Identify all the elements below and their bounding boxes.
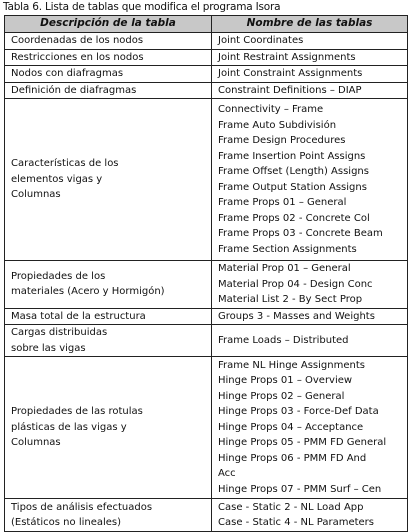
table-names-cell bbox=[212, 357, 408, 499]
description-cell bbox=[5, 499, 212, 532]
table-names-cell bbox=[212, 82, 408, 99]
table-name-line: Hinge Props 01 – Overview bbox=[218, 375, 353, 387]
description-cell bbox=[5, 308, 212, 325]
description-cell bbox=[5, 261, 212, 309]
description-line: Columnas bbox=[11, 189, 61, 201]
table-names-cell bbox=[212, 499, 408, 532]
table-names-cell bbox=[212, 308, 408, 325]
description-line: (Estáticos no lineales) bbox=[11, 517, 122, 528]
description-line: Coordenadas de los nodos bbox=[11, 35, 144, 46]
description-line: sobre las vigas bbox=[11, 342, 86, 354]
table-name-line: Case - Static 2 - NL Load App bbox=[218, 501, 364, 513]
table-caption: Tabla 6. Lista de tablas que modifica el programa Isora bbox=[3, 1, 281, 13]
table-name-line: Frame Props 01 – General bbox=[218, 197, 347, 208]
description-cell bbox=[5, 99, 212, 261]
description-line: elementos vigas y bbox=[11, 173, 103, 185]
table-name-line: Frame NL Hinge Assignments bbox=[218, 359, 365, 371]
table-row bbox=[5, 66, 408, 83]
description-cell bbox=[5, 66, 212, 83]
table-name-line: Frame Props 03 - Concrete Beam bbox=[218, 228, 383, 239]
table-name-line: Case - Static 4 - NL Parameters bbox=[218, 517, 375, 528]
table-name-line: Frame Props 02 - Concrete Col bbox=[218, 212, 370, 224]
description-line: Tipos de análisis efectuados bbox=[11, 501, 153, 513]
table-row bbox=[5, 357, 408, 499]
table-row bbox=[5, 308, 408, 325]
table-names-cell bbox=[212, 33, 408, 50]
table-name-line: Hinge Props 05 - PMM FD General bbox=[218, 437, 387, 449]
description-cell bbox=[5, 357, 212, 499]
description-cell bbox=[5, 49, 212, 66]
table-name-line: Material Prop 01 – General bbox=[218, 263, 351, 274]
table-name-line: Hinge Props 04 – Acceptance bbox=[218, 421, 364, 433]
description-line: plásticas de las vigas y bbox=[11, 421, 127, 433]
table-name-line: Joint Coordinates bbox=[218, 35, 304, 46]
table-row bbox=[5, 261, 408, 309]
description-line: Características de los bbox=[11, 158, 119, 170]
description-line: Propiedades de los bbox=[11, 270, 106, 282]
table-name-line: Material List 2 - By Sect Prop bbox=[218, 294, 363, 305]
table-row bbox=[5, 33, 408, 50]
header-table-names: Nombre de las tablas bbox=[212, 16, 408, 33]
table-row bbox=[5, 49, 408, 66]
description-cell bbox=[5, 33, 212, 50]
table-row bbox=[5, 325, 408, 357]
table-names-cell bbox=[212, 325, 408, 357]
table-name-line: Joint Restraint Assignments bbox=[218, 51, 356, 63]
description-line: Restricciones en los nodos bbox=[11, 51, 144, 63]
description-line: Nodos con diafragmas bbox=[11, 68, 124, 79]
table-name-line: Frame Offset (Length) Assigns bbox=[218, 166, 369, 177]
table-name-line: Joint Constraint Assignments bbox=[218, 68, 363, 79]
table-name-line: Material Prop 04 - Design Conc bbox=[218, 278, 373, 290]
description-line: Columnas bbox=[11, 437, 61, 449]
table-name-line: Hinge Props 02 – General bbox=[218, 390, 345, 402]
description-line: Cargas distribuidas bbox=[11, 327, 108, 338]
table-name-line: Frame Auto Subdivisión bbox=[218, 119, 337, 131]
table-name-line: Frame Insertion Point Assigns bbox=[218, 150, 366, 162]
table-name-line: Hinge Props 06 - PMM FD And bbox=[218, 452, 367, 464]
description-line: Definición de diafragmas bbox=[11, 84, 137, 96]
description-cell bbox=[5, 82, 212, 99]
table-names-cell bbox=[212, 49, 408, 66]
table-body bbox=[5, 33, 408, 532]
table-row bbox=[5, 499, 408, 532]
table-name-line: Acc bbox=[218, 468, 236, 480]
table-name-line: Frame Section Assignments bbox=[218, 243, 357, 255]
table-name-line: Frame Output Station Assigns bbox=[218, 181, 367, 193]
header-description: Descripción de la tabla bbox=[5, 16, 212, 33]
table-name-line: Connectivity – Frame bbox=[218, 104, 324, 115]
header-row bbox=[5, 16, 408, 33]
table-names-cell bbox=[212, 261, 408, 309]
table-names-cell bbox=[212, 99, 408, 261]
description-line: Propiedades de las rotulas bbox=[11, 406, 143, 418]
table-name-line: Frame Design Procedures bbox=[218, 135, 346, 146]
tables-list-table bbox=[4, 15, 408, 532]
table-row bbox=[5, 82, 408, 99]
table-row bbox=[5, 99, 408, 261]
description-line: Masa total de la estructura bbox=[11, 310, 146, 322]
description-cell bbox=[5, 325, 212, 357]
table-name-line: Groups 3 - Masses and Weights bbox=[218, 310, 375, 322]
table-names-cell bbox=[212, 66, 408, 83]
table-name-line: Hinge Props 07 - PMM Surf – Cen bbox=[218, 483, 382, 495]
table-name-line: Hinge Props 03 - Force-Def Data bbox=[218, 406, 379, 418]
table-name-line: Constraint Definitions – DIAP bbox=[218, 84, 362, 96]
table-name-line: Frame Loads – Distributed bbox=[218, 334, 349, 346]
description-line: materiales (Acero y Hormigón) bbox=[11, 286, 165, 298]
